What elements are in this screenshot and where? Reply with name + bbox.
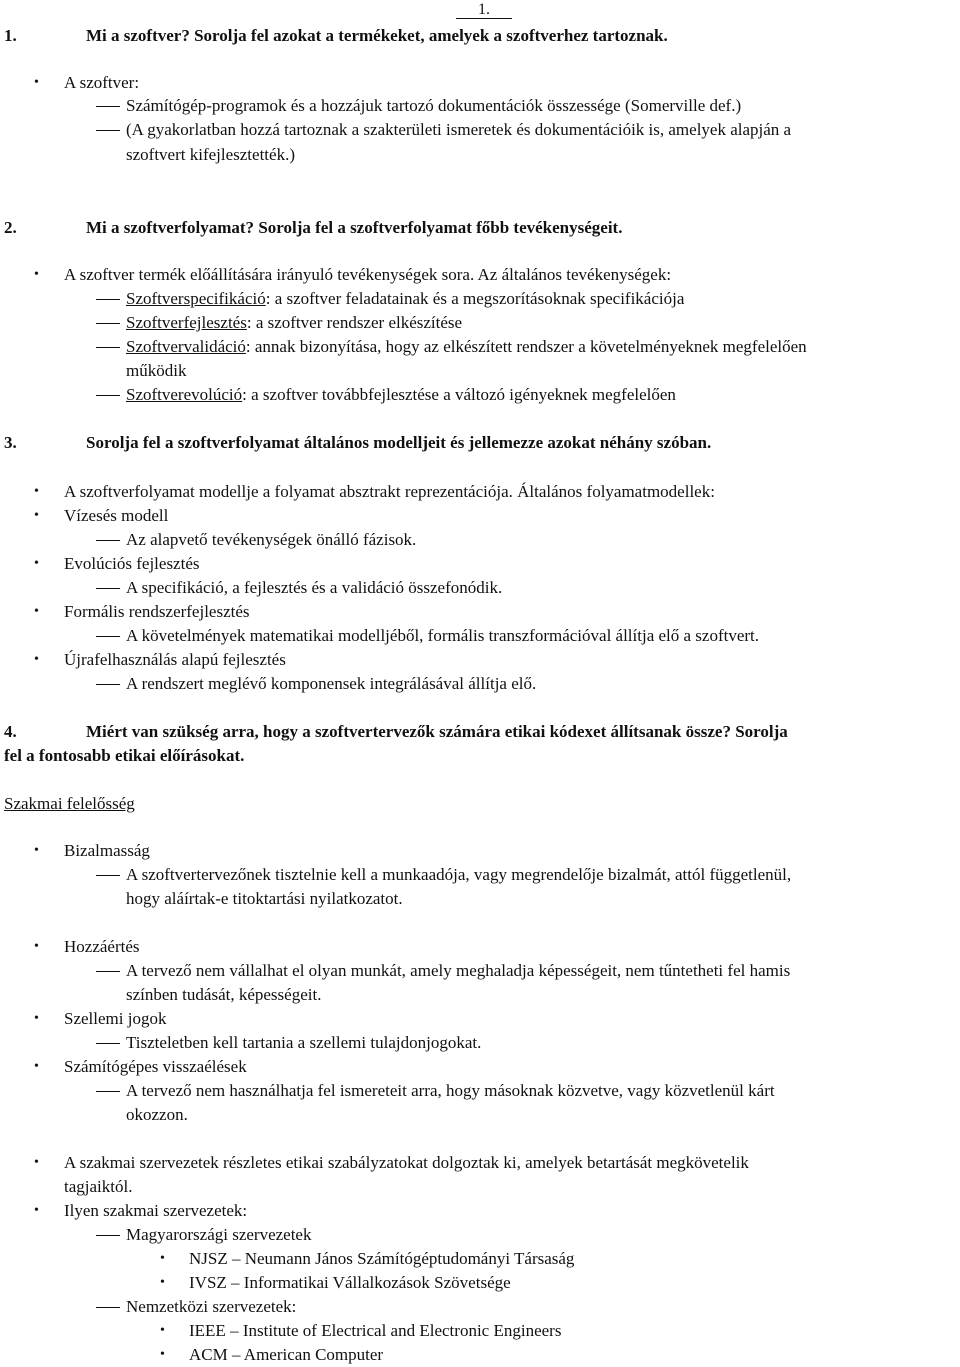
q2-item <box>126 385 676 405</box>
q2-title-bold: Mi a szoftverfolyamat? <box>86 218 255 237</box>
dash-icon <box>96 323 120 324</box>
q2-item-term: Szoftverfejlesztés <box>126 313 247 332</box>
q4-title: Miért van szükség arra, hogy a szoftvertervezők számára etikai kódexet állítsanak össze? Sorolja <box>86 722 788 741</box>
bullet-icon: • <box>160 1347 165 1362</box>
org-item: IEEE – Institute of Electrical and Electronic Engineers <box>189 1321 562 1340</box>
q3-model-name: Vízesés modell <box>64 506 169 525</box>
q3-model-desc: A specifikáció, a fejlesztés és a validáció összefonódik. <box>126 578 503 597</box>
q3-model-desc: Az alapvető tevékenységek önálló fázisok. <box>126 530 417 549</box>
bullet-icon: • <box>34 939 39 954</box>
dash-icon <box>96 1091 120 1092</box>
dash-icon <box>96 684 120 685</box>
q2-bullet-a: A szoftver termék előállítására irányuló tevékenységek sora. <box>64 265 475 284</box>
q4-title-cont: fel a fontosabb etikai előírásokat. <box>4 746 245 765</box>
dash-icon <box>96 875 120 876</box>
hungarian-label: Magyarországi szervezetek <box>126 1225 312 1244</box>
topic-name: Hozzáértés <box>64 937 140 956</box>
q3-number: 3. <box>4 433 17 452</box>
dash-icon <box>96 1235 120 1236</box>
topic-name: Szellemi jogok <box>64 1009 167 1028</box>
q2-item-term: Szoftverspecifikáció <box>126 289 266 308</box>
dash-icon <box>96 540 120 541</box>
bullet-icon: • <box>34 484 39 499</box>
q1-number: 1. <box>4 26 17 45</box>
topic-desc-cont: színben tudását, képességeit. <box>126 985 322 1004</box>
q3-model-desc: A követelmények matematikai modelljéből, formális transzformációval állítja elő a szoftvert. <box>126 626 760 645</box>
org-item: ACM – American Computer <box>189 1345 384 1364</box>
topic-desc-cont: hogy aláírtak-e titoktartási nyilatkozatot. <box>126 889 403 908</box>
q3-model-desc: A rendszert meglévő komponensek integrálásával állítja elő. <box>126 674 537 693</box>
bullet-icon: • <box>34 1155 39 1170</box>
topic-name: Számítógépes visszaélések <box>64 1057 247 1076</box>
dash-icon <box>96 1043 120 1044</box>
q2-bullet <box>64 265 671 285</box>
q1-bullet: A szoftver: <box>64 73 140 92</box>
q2-item-desc: : a szoftver feladatainak és a megszorításoknak specifikációja <box>265 289 685 308</box>
q1-item: (A gyakorlatban hozzá tartoznak a szakterületi ismeretek és dokumentációik is, amelyek alapján a <box>126 120 792 139</box>
q3-title: Sorolja fel a szoftverfolyamat általános modelljeit és jellemezze azokat néhány szóban. <box>86 433 712 452</box>
dash-icon <box>96 636 120 637</box>
q3-intro: A szoftverfolyamat modellje a folyamat absztrakt reprezentációja. Általános folyamatmodellek: <box>64 482 715 501</box>
bullet-icon: • <box>160 1275 165 1290</box>
bullet-icon: • <box>160 1251 165 1266</box>
section-heading: Szakmai felelősség <box>4 794 135 813</box>
q2-item-term: Szoftvervalidáció <box>126 337 246 356</box>
bullet-icon: • <box>34 75 39 90</box>
q2-item-cont: működik <box>126 361 187 380</box>
topic-desc-cont: okozzon. <box>126 1105 188 1124</box>
q2-item <box>126 337 807 357</box>
q2-item-desc: : annak bizonyítása, hogy az elkészített rendszer a követelményeknek megfelelően <box>245 337 807 356</box>
q3-model-name: Újrafelhasználás alapú fejlesztés <box>64 650 286 669</box>
q2-item-desc: : a szoftver rendszer elkészítése <box>246 313 463 332</box>
dash-icon <box>96 1307 120 1308</box>
q1-item: Számítógép-programok és a hozzájuk tartozó dokumentációk összessége (Somerville def.) <box>126 96 742 115</box>
q2-number: 2. <box>4 218 17 237</box>
bullet-icon: • <box>34 508 39 523</box>
dash-icon <box>96 347 120 348</box>
topic-desc: A szoftvertervezőnek tisztelnie kell a munkaadója, vagy megrendelője bizalmát, attól függetlenül, <box>126 865 792 884</box>
topic-name: Bizalmasság <box>64 841 150 860</box>
topic-desc: A tervező nem vállalhat el olyan munkát, amely meghaladja képességeit, nem tűntetheti fel hamis <box>126 961 791 980</box>
orgs-label: Ilyen szakmai szervezetek: <box>64 1201 248 1220</box>
bullet-icon: • <box>34 1059 39 1074</box>
page-number: 1. <box>456 2 512 19</box>
topic-desc: Tiszteletben kell tartania a szellemi tulajdonjogokat. <box>126 1033 482 1052</box>
q2-title <box>86 218 622 238</box>
topic-desc: A tervező nem használhatja fel ismereteit arra, hogy másoknak közvetve, vagy közvetlenül kárt <box>126 1081 775 1100</box>
dash-icon <box>96 395 120 396</box>
q4-number: 4. <box>4 722 17 741</box>
bullet-icon: • <box>34 267 39 282</box>
orgs-intro-cont: tagjaiktól. <box>64 1177 133 1196</box>
q2-item-desc: : a szoftver továbbfejlesztése a változó igényeknek megfelelően <box>242 385 676 404</box>
dash-icon <box>96 299 120 300</box>
bullet-icon: • <box>34 556 39 571</box>
q2-item <box>126 289 684 309</box>
q2-item <box>126 313 462 333</box>
q2-title-rest: Sorolja fel a szoftverfolyamat főbb tevékenységeit. <box>254 218 623 237</box>
dash-icon <box>96 588 120 589</box>
q1-item-cont: szoftvert kifejlesztették.) <box>126 145 295 164</box>
orgs-intro: A szakmai szervezetek részletes etikai szabályzatokat dolgoztak ki, amelyek betartását megkövetelik <box>64 1153 749 1172</box>
q2-bullet-b: Az általános tevékenységek: <box>474 265 672 284</box>
q1-title: Mi a szoftver? Sorolja fel azokat a termékeket, amelyek a szoftverhez tartoznak. <box>86 26 668 45</box>
bullet-icon: • <box>34 604 39 619</box>
bullet-icon: • <box>34 652 39 667</box>
q3-model-name: Formális rendszerfejlesztés <box>64 602 250 621</box>
q2-item-term: Szoftverevolúció <box>126 385 243 404</box>
org-item: NJSZ – Neumann János Számítógéptudományi Társaság <box>189 1249 575 1268</box>
dash-icon <box>96 130 120 131</box>
bullet-icon: • <box>160 1323 165 1338</box>
q3-model-name: Evolúciós fejlesztés <box>64 554 200 573</box>
bullet-icon: • <box>34 843 39 858</box>
dash-icon <box>96 106 120 107</box>
bullet-icon: • <box>34 1011 39 1026</box>
dash-icon <box>96 971 120 972</box>
bullet-icon: • <box>34 1203 39 1218</box>
international-label: Nemzetközi szervezetek: <box>126 1297 297 1316</box>
org-item: IVSZ – Informatikai Vállalkozások Szövetsége <box>189 1273 511 1292</box>
